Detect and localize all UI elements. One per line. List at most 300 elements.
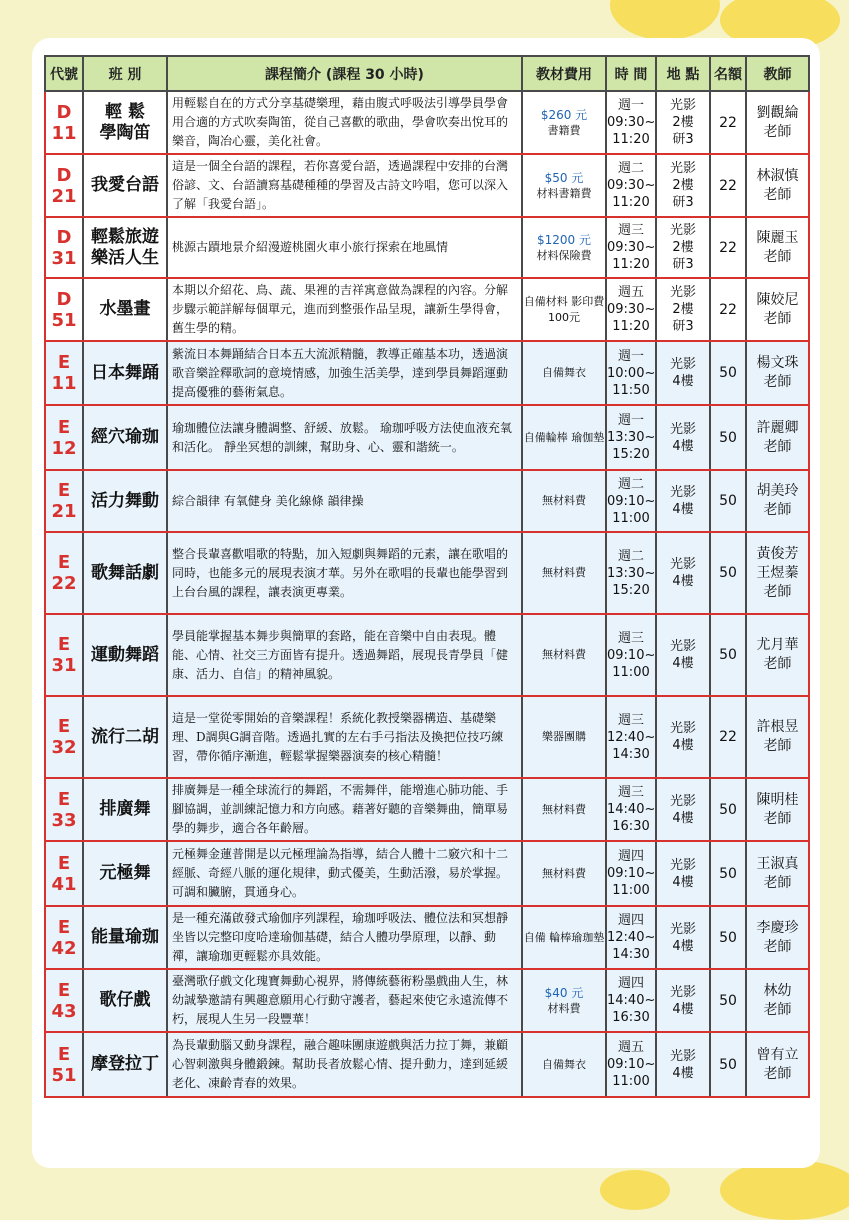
course-code-part: 21 — [51, 185, 77, 207]
course-code — [45, 614, 83, 696]
course-code-part: E — [57, 979, 71, 1001]
course-code — [45, 778, 83, 841]
course-teacher-line: 陳明桂 — [756, 791, 799, 808]
fee-note: 自備舞衣 — [542, 366, 586, 379]
course-time — [606, 217, 656, 278]
course-name — [83, 841, 167, 906]
course-code-part: D — [56, 164, 72, 186]
course-location-line: 2樓 — [672, 240, 694, 255]
header-location: 地 點 — [656, 56, 710, 91]
course-name-line: 水墨畫 — [99, 299, 151, 319]
course-time-line: 09:10~ — [607, 1057, 656, 1072]
course-location — [656, 154, 710, 217]
course-capacity: 50 — [710, 841, 746, 906]
course-location-line: 光影 — [669, 921, 696, 937]
course-fee — [522, 154, 606, 217]
course-time-line: 10:00~ — [607, 365, 656, 381]
table-row — [45, 470, 809, 532]
course-time-line: 週三 — [617, 223, 644, 238]
course-code-part: 41 — [51, 873, 77, 895]
course-name-line: 輕 鬆 — [105, 101, 145, 122]
course-teacher-line: 老師 — [763, 656, 792, 672]
course-code-part: 11 — [51, 373, 77, 394]
fee-amount: $50 元 — [544, 170, 584, 185]
course-name-line: 元極舞 — [99, 863, 151, 883]
course-capacity: 50 — [710, 341, 746, 405]
course-teacher-line: 尤月華 — [756, 637, 799, 653]
course-fee — [522, 841, 606, 906]
course-time — [606, 154, 656, 217]
course-fee — [522, 91, 606, 154]
course-fee — [522, 614, 606, 696]
course-time-line: 12:40~ — [607, 729, 656, 745]
course-teacher — [746, 841, 809, 906]
course-code — [45, 91, 83, 154]
course-code — [45, 969, 83, 1032]
course-teacher-line: 王煜蓁 — [756, 564, 799, 581]
course-code — [45, 470, 83, 532]
course-name — [83, 278, 167, 341]
course-code-part: 22 — [51, 573, 77, 594]
course-code — [45, 532, 83, 614]
course-time-line: 週五 — [617, 1040, 644, 1055]
course-location-line: 光影 — [669, 1048, 696, 1064]
course-time-line: 週二 — [617, 161, 644, 176]
course-teacher-line: 老師 — [763, 310, 792, 327]
course-name — [83, 405, 167, 470]
course-time-line: 09:10~ — [607, 493, 656, 509]
course-teacher-line: 曾有立 — [756, 1046, 799, 1063]
course-name-line: 能量瑜珈 — [91, 927, 159, 947]
course-code — [45, 405, 83, 470]
course-location-line: 光影 — [669, 421, 696, 437]
course-teacher-line: 林淑慎 — [756, 167, 799, 184]
course-code-part: 51 — [51, 1064, 77, 1086]
course-time-line: 16:30 — [612, 1010, 650, 1025]
course-capacity: 22 — [710, 217, 746, 278]
course-fee — [522, 341, 606, 405]
course-time-line: 週四 — [617, 849, 644, 864]
course-name-line: 輕鬆旅遊 — [91, 226, 159, 247]
course-teacher — [746, 91, 809, 154]
course-location-line: 光影 — [669, 223, 696, 238]
course-code-part: 11 — [51, 122, 77, 144]
course-fee — [522, 278, 606, 341]
course-name-line: 學陶笛 — [99, 122, 151, 143]
course-description: 排廣舞是一種全球流行的舞蹈，不需舞伴，能增進心肺功能、手腳協調，並訓練記憶力和方向感。藉著好聽的音樂舞曲，簡單易學的舞步，適合各年齡層。 — [167, 778, 522, 841]
course-code-part: 33 — [51, 809, 77, 831]
course-location-line: 光影 — [669, 357, 696, 372]
course-location — [656, 696, 710, 778]
course-location-line: 4樓 — [672, 656, 694, 671]
course-code — [45, 217, 83, 278]
course-code-part: E — [57, 352, 71, 373]
header-teacher: 教師 — [746, 56, 809, 91]
course-location — [656, 906, 710, 969]
course-teacher-line: 老師 — [763, 374, 792, 390]
course-time-line: 11:20 — [612, 195, 650, 210]
course-fee — [522, 778, 606, 841]
course-capacity: 50 — [710, 1032, 746, 1097]
course-name — [83, 696, 167, 778]
course-location-line: 2樓 — [672, 302, 694, 317]
table-row — [45, 969, 809, 1032]
course-name — [83, 341, 167, 405]
table-row — [45, 614, 809, 696]
course-table — [44, 55, 810, 1098]
course-time-line: 週四 — [617, 976, 644, 991]
course-capacity: 50 — [710, 614, 746, 696]
course-time-line: 14:30 — [612, 947, 650, 962]
course-location-line: 4樓 — [672, 574, 694, 589]
course-code-part: E — [57, 634, 71, 655]
course-teacher-line: 老師 — [763, 874, 792, 891]
course-name-line: 歌仔戲 — [99, 990, 151, 1010]
course-description: 是一種充滿啟發式瑜伽序列課程，瑜珈呼吸法、體位法和冥想靜坐皆以完整印度哈達瑜伽基礎，結合人體功學原理，以靜、動禪，讓瑜珈更輕鬆亦具效能。 — [167, 906, 522, 969]
course-teacher-line: 王淑真 — [756, 855, 799, 872]
course-code-part: E — [57, 916, 71, 938]
course-time-line: 11:00 — [612, 664, 650, 680]
course-code-part: 51 — [51, 309, 77, 331]
header-class: 班 別 — [83, 56, 167, 91]
course-description: 元極舞金蓮普開是以元極理論為指導，結合人體十二竅穴和十二經脈、奇經八脈的運化規律，動式優美，生動活潑，易於掌握。可調和臟腑，貫通身心。 — [167, 841, 522, 906]
course-time-line: 14:30 — [612, 746, 650, 762]
course-time-line: 14:40~ — [607, 802, 656, 817]
course-time-line: 09:30~ — [607, 115, 656, 130]
course-time-line: 09:30~ — [607, 178, 656, 193]
course-time — [606, 696, 656, 778]
course-name — [83, 1032, 167, 1097]
table-row — [45, 217, 809, 278]
course-time — [606, 470, 656, 532]
table-row — [45, 841, 809, 906]
course-name-line: 運動舞蹈 — [91, 644, 159, 665]
course-name-line: 排廣舞 — [99, 799, 151, 819]
course-time — [606, 1032, 656, 1097]
course-teacher — [746, 278, 809, 341]
flower-decoration-bottom-right-2 — [600, 1170, 670, 1210]
course-code — [45, 341, 83, 405]
course-teacher-line: 劉觀綸 — [756, 104, 799, 121]
course-code — [45, 841, 83, 906]
course-teacher — [746, 696, 809, 778]
course-name — [83, 614, 167, 696]
course-fee — [522, 906, 606, 969]
course-teacher — [746, 217, 809, 278]
course-location — [656, 532, 710, 614]
course-location-line: 4樓 — [672, 374, 694, 389]
fee-amount: $40 元 — [544, 985, 584, 1000]
header-time: 時 間 — [606, 56, 656, 91]
flower-decoration-bottom-right — [720, 1160, 849, 1220]
course-code — [45, 906, 83, 969]
course-teacher-line: 老師 — [763, 1001, 792, 1018]
course-location-line: 光影 — [669, 984, 696, 1000]
course-capacity: 50 — [710, 969, 746, 1032]
course-description: 這是一堂從零開始的音樂課程！系統化教授樂器構造、基礎樂理、D調與G調音階。透過扎實的左右手弓指法及換把位技巧練習，帶你循序漸進，輕鬆掌握樂器演奏的核心精髓！ — [167, 696, 522, 778]
table-row — [45, 1032, 809, 1097]
course-code-part: E — [57, 716, 71, 737]
course-description: 綜合韻律 有氧健身 美化線條 韻律操 — [167, 470, 522, 532]
course-teacher — [746, 778, 809, 841]
course-time — [606, 278, 656, 341]
course-time-line: 週三 — [617, 712, 644, 728]
course-code-part: D — [56, 288, 72, 310]
course-location-line: 4樓 — [672, 874, 694, 890]
course-name — [83, 906, 167, 969]
course-time-line: 11:20 — [612, 132, 650, 147]
course-time — [606, 614, 656, 696]
table-row — [45, 778, 809, 841]
course-location-line: 光影 — [669, 857, 696, 873]
course-teacher-line: 老師 — [763, 186, 792, 203]
course-capacity: 22 — [710, 91, 746, 154]
course-teacher-line: 老師 — [763, 810, 792, 827]
course-capacity: 50 — [710, 470, 746, 532]
course-description: 本期以介紹花、鳥、蔬、果裡的吉祥寓意做為課程的內容。分解步驟示範詳解每個單元，進而到整張作品呈現，讓新生學得會，舊生學的精。 — [167, 278, 522, 341]
course-name — [83, 91, 167, 154]
course-time-line: 週五 — [617, 285, 644, 300]
course-location-line: 4樓 — [672, 502, 694, 517]
course-time-line: 週一 — [617, 348, 644, 364]
course-teacher-line: 老師 — [763, 123, 792, 140]
fee-note: 自備舞衣 — [542, 1057, 586, 1071]
course-teacher — [746, 405, 809, 470]
course-teacher — [746, 1032, 809, 1097]
course-location — [656, 470, 710, 532]
course-time-line: 11:00 — [612, 510, 650, 526]
course-time-line: 11:20 — [612, 257, 650, 272]
fee-note: 無材料費 — [542, 802, 586, 816]
course-teacher-line: 老師 — [763, 438, 792, 455]
course-name-line: 歌舞話劇 — [91, 562, 159, 583]
course-description: 為長輩動腦又動身課程，融合趣味團康遊戲與活力拉丁舞，兼顧心智刺激與身體鍛鍊。幫助長者放鬆心情、提升動力，達到延緩老化、凍齡青春的效果。 — [167, 1032, 522, 1097]
fee-note: 自備輪棒 瑜伽墊 — [523, 430, 605, 444]
course-teacher-line: 許根昱 — [756, 719, 799, 735]
course-teacher-line: 黃俊芳 — [756, 545, 799, 562]
course-code-part: E — [57, 480, 71, 501]
course-time-line: 11:50 — [612, 382, 650, 398]
course-description: 桃源古蹟地景介紹漫遊桃園火車小旅行探索在地風情 — [167, 217, 522, 278]
table-row — [45, 91, 809, 154]
course-code — [45, 1032, 83, 1097]
course-code-part: 43 — [51, 1000, 77, 1022]
course-name — [83, 154, 167, 217]
course-code-part: 12 — [51, 437, 77, 459]
fee-note: 無材料費 — [542, 866, 586, 880]
course-location-line: 光影 — [669, 721, 696, 736]
course-teacher — [746, 969, 809, 1032]
course-time-line: 09:30~ — [607, 240, 656, 255]
fee-note: 無材料費 — [542, 566, 586, 579]
course-capacity: 50 — [710, 906, 746, 969]
course-time-line: 13:30~ — [607, 565, 656, 581]
table-row — [45, 906, 809, 969]
course-fee — [522, 1032, 606, 1097]
course-location — [656, 217, 710, 278]
course-teacher — [746, 154, 809, 217]
course-time-line: 週一 — [617, 98, 644, 113]
table-row — [45, 154, 809, 217]
table-row — [45, 696, 809, 778]
course-description: 學員能掌握基本舞步與簡單的套路，能在音樂中自由表現。體能、心情、社交三方面皆有提升。透過舞蹈，展現長青學員「健康、活力、自信」的精神風貌。 — [167, 614, 522, 696]
course-fee — [522, 969, 606, 1032]
course-fee — [522, 470, 606, 532]
course-location — [656, 1032, 710, 1097]
course-location-line: 光影 — [669, 285, 696, 300]
course-time-line: 12:40~ — [607, 930, 656, 945]
course-teacher — [746, 532, 809, 614]
course-time-line: 11:20 — [612, 319, 650, 334]
course-description: 用輕鬆自在的方式分享基礎樂理，藉由腹式呼吸法引導學員學會用合適的方式吹奏陶笛，從自己喜歡的歌曲，學會吹奏出悅耳的樂音，陶冶心靈，美化社會。 — [167, 91, 522, 154]
course-location-line: 光影 — [669, 161, 696, 176]
course-capacity: 22 — [710, 696, 746, 778]
course-location-line: 4樓 — [672, 1065, 694, 1081]
course-capacity: 22 — [710, 278, 746, 341]
course-description: 這是一個全台語的課程，若你喜愛台語，透過課程中安排的台灣俗諺、文、台語讀寫基礎種種的學習及古詩文吟唱，您可以深入了解「我愛台語」。 — [167, 154, 522, 217]
course-code-part: E — [57, 1043, 71, 1065]
course-capacity: 50 — [710, 405, 746, 470]
course-location — [656, 91, 710, 154]
course-name — [83, 969, 167, 1032]
course-teacher-line: 陳麗玉 — [756, 229, 799, 246]
course-teacher — [746, 341, 809, 405]
fee-amount: $1200 元 — [537, 232, 591, 247]
course-teacher-line: 老師 — [763, 738, 792, 754]
course-code-part: D — [56, 226, 72, 248]
fee-note: 材料費 — [547, 1001, 581, 1015]
course-fee — [522, 405, 606, 470]
course-code-part: 31 — [51, 655, 77, 676]
course-name — [83, 470, 167, 532]
course-teacher — [746, 614, 809, 696]
course-teacher-line: 老師 — [763, 583, 792, 600]
course-code — [45, 696, 83, 778]
course-fee — [522, 696, 606, 778]
header-capacity: 名額 — [710, 56, 746, 91]
course-time — [606, 532, 656, 614]
course-time-line: 16:30 — [612, 819, 650, 834]
fee-note: 無材料費 — [542, 648, 586, 661]
course-location-line: 2樓 — [672, 115, 694, 130]
course-location-line: 研3 — [672, 195, 694, 210]
course-teacher-line: 陳姣尼 — [756, 291, 799, 308]
course-teacher-line: 林幼 — [763, 982, 792, 999]
flower-decoration-top-right — [610, 0, 720, 40]
course-name-line: 我愛台語 — [91, 175, 159, 195]
course-code-part: E — [57, 852, 71, 874]
course-location — [656, 405, 710, 470]
course-teacher — [746, 906, 809, 969]
course-teacher-line: 老師 — [763, 248, 792, 265]
course-name-line: 樂活人生 — [91, 247, 159, 268]
course-location-line: 4樓 — [672, 938, 694, 954]
fee-note: 無材料費 — [542, 494, 586, 507]
course-time-line: 14:40~ — [607, 993, 656, 1008]
course-time-line: 13:30~ — [607, 430, 656, 445]
table-row — [45, 405, 809, 470]
course-location-line: 光影 — [669, 98, 696, 113]
fee-note: 自備 輪棒瑜珈墊 — [523, 930, 605, 944]
course-capacity: 50 — [710, 778, 746, 841]
course-description: 整合長輩喜歡唱歌的特點，加入短劇與舞蹈的元素，讓在歌唱的同時，也能多元的展現表演才華。另外在歌唱的長輩也能學習到上台台風的課程，讓表演更專業。 — [167, 532, 522, 614]
course-time-line: 週二 — [617, 548, 644, 564]
course-teacher-line: 楊文珠 — [756, 355, 799, 371]
course-fee — [522, 532, 606, 614]
course-teacher — [746, 470, 809, 532]
course-code-part: E — [57, 788, 71, 810]
fee-note: 材料保險費 — [536, 248, 592, 262]
course-location — [656, 969, 710, 1032]
course-time-line: 11:00 — [612, 883, 650, 898]
course-location-line: 研3 — [672, 319, 694, 334]
course-capacity: 50 — [710, 532, 746, 614]
course-teacher-line: 許麗卿 — [756, 419, 799, 436]
course-teacher-line: 老師 — [763, 938, 792, 955]
course-location — [656, 614, 710, 696]
course-time — [606, 841, 656, 906]
course-teacher-line: 老師 — [763, 1065, 792, 1082]
course-location-line: 4樓 — [672, 738, 694, 753]
table-header-row — [45, 56, 809, 91]
fee-note: 樂器團購 — [542, 730, 586, 743]
course-location-line: 光影 — [669, 557, 696, 572]
course-code-part: 42 — [51, 937, 77, 959]
course-code-part: 31 — [51, 247, 77, 269]
course-time-line: 週一 — [617, 413, 644, 428]
course-time-line: 15:20 — [612, 447, 650, 462]
fee-note: 材料書籍費 — [536, 186, 592, 200]
header-fee: 教材費用 — [522, 56, 606, 91]
course-location-line: 光影 — [669, 639, 696, 654]
course-code-part: 21 — [51, 501, 77, 522]
course-name-line: 活力舞動 — [91, 490, 159, 511]
course-location-line: 光影 — [669, 793, 696, 809]
fee-amount: $260 元 — [540, 107, 588, 122]
course-code-part: D — [56, 101, 72, 123]
course-time-line: 週四 — [617, 913, 644, 928]
course-location-line: 2樓 — [672, 178, 694, 193]
course-name-line: 經穴瑜珈 — [91, 427, 159, 447]
course-time — [606, 906, 656, 969]
table-row — [45, 341, 809, 405]
header-code: 代號 — [45, 56, 83, 91]
fee-note: 自備材料 影印費100元 — [523, 294, 605, 324]
course-location-line: 4樓 — [672, 1001, 694, 1017]
course-capacity: 22 — [710, 154, 746, 217]
course-location — [656, 341, 710, 405]
course-location — [656, 778, 710, 841]
course-location-line: 4樓 — [672, 810, 694, 826]
course-location-line: 光影 — [669, 485, 696, 500]
course-code — [45, 278, 83, 341]
course-time-line: 15:20 — [612, 582, 650, 598]
course-name — [83, 532, 167, 614]
course-code — [45, 154, 83, 217]
course-description: 紫流日本舞踊結合日本五大流派精髓，教導正確基本功，透過演歌音樂詮釋歌詞的意境情感，加強生活美學，達到學員舞蹈運動提高優雅的藝術氣息。 — [167, 341, 522, 405]
course-time-line: 週三 — [617, 630, 644, 646]
course-code-part: E — [57, 552, 71, 573]
course-location-line: 4樓 — [672, 438, 694, 454]
course-location-line: 研3 — [672, 132, 694, 147]
course-time — [606, 969, 656, 1032]
course-location-line: 研3 — [672, 257, 694, 272]
course-fee — [522, 217, 606, 278]
course-code-part: E — [57, 416, 71, 438]
table-row — [45, 278, 809, 341]
course-name-line: 流行二胡 — [91, 726, 159, 747]
course-code-part: 32 — [51, 737, 77, 758]
